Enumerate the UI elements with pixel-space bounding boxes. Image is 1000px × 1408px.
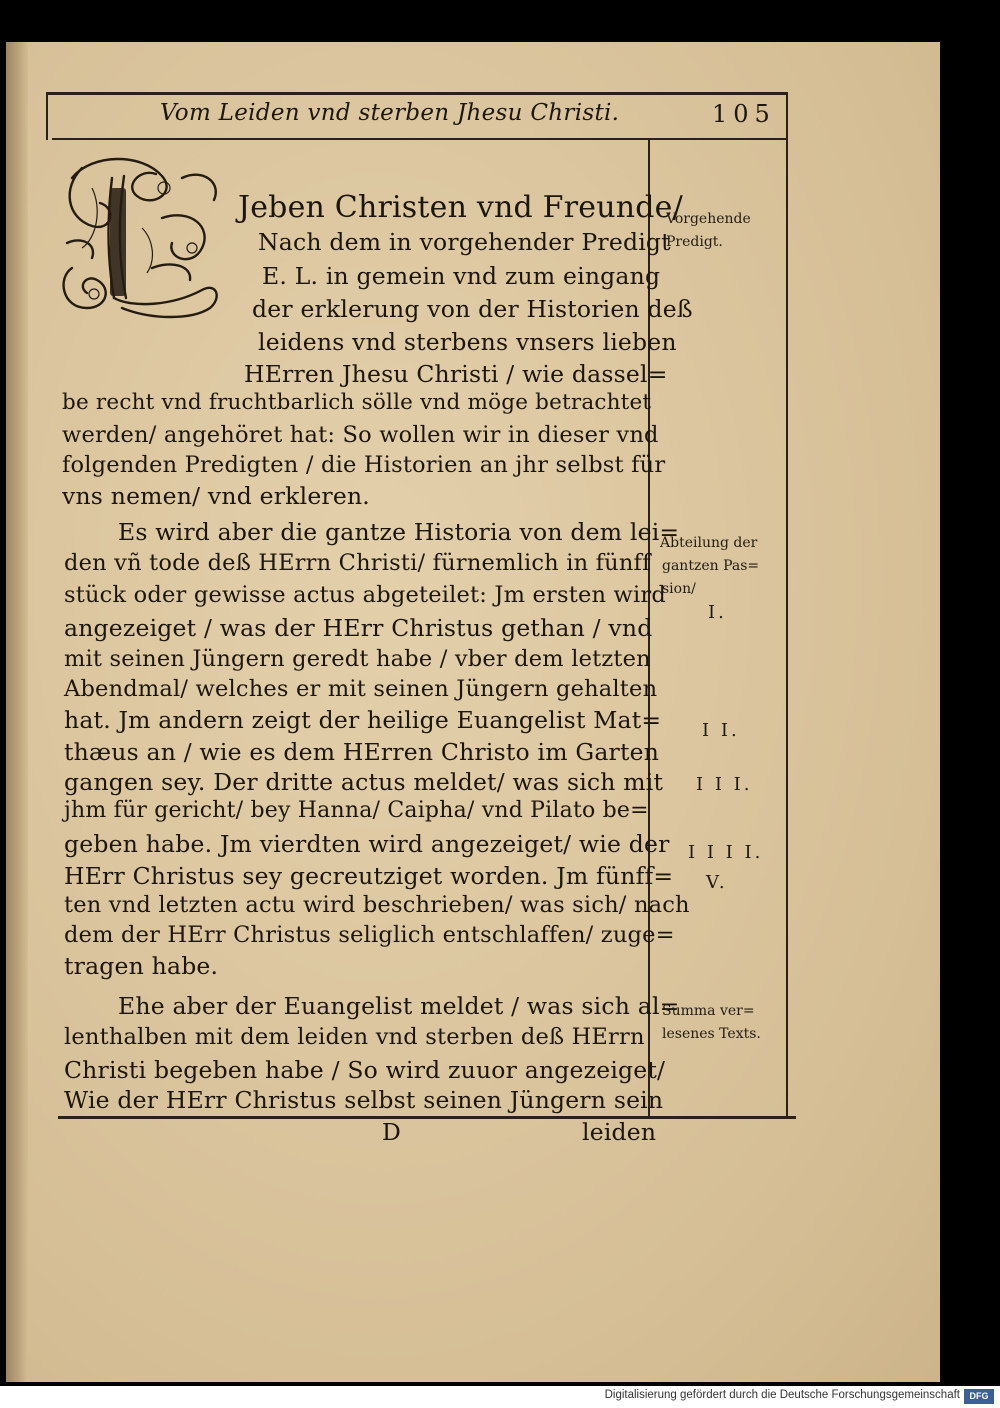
running-title: Vom Leiden vnd sterben Jhesu Christi. [160, 100, 620, 126]
text-line-18: thæus an / wie es dem HErren Christo im Garten [64, 738, 660, 766]
text-line-5: leidens vnd sterbens vnsers lieben [258, 328, 677, 356]
text-line-1: Jeben Christen vnd Freunde/ [238, 190, 683, 225]
text-line-20: jhm für gericht/ bey Hanna/ Caipha/ vnd Pilato be= [64, 798, 649, 823]
text-line-11: Es wird aber die gantze Historia von dem lei= [118, 518, 680, 546]
text-line-17: hat. Jm andern zeigt der heilige Euangelist Mat= [64, 706, 662, 734]
text-line-3: E. L. in gemein vnd zum eingang [262, 262, 661, 290]
decorated-initial-icon [52, 148, 230, 324]
text-line-25: tragen habe. [64, 952, 219, 980]
text-line-19: gangen sey. Der dritte actus meldet/ was sich mit [64, 768, 664, 796]
margin-numeral-5: V. [706, 872, 728, 893]
dfg-logo-icon: DFG [964, 1389, 994, 1404]
frame-rule-bottom [58, 1116, 796, 1119]
text-line-24: dem der HErr Christus seliglich entschlaffen/ zuge= [64, 922, 675, 948]
footer-credit: Digitalisierung gefördert durch die Deutsche Forschungsgemeinschaft [604, 1389, 960, 1401]
frame-rule-left [46, 92, 48, 140]
text-line-23: ten vnd letzten actu wird beschrieben/ was sich/ nach [64, 892, 690, 918]
text-line-27: lenthalben mit dem leiden vnd sterben deß HErrn [64, 1024, 645, 1050]
frame-rule-header [52, 138, 788, 140]
frame-rule-top [46, 92, 788, 95]
catchword: leiden [582, 1118, 657, 1146]
signature-mark: D [382, 1118, 402, 1146]
text-line-8: werden/ angehöret hat: So wollen wir in dieser vnd [62, 422, 659, 448]
text-line-29: Wie der HErr Christus selbst seinen Jüngern sein [64, 1086, 664, 1114]
page-number: 105 [712, 100, 776, 128]
text-line-16: Abendmal/ welches er mit seinen Jüngern gehalten [64, 676, 658, 702]
margin-numeral-2: I I. [702, 720, 740, 741]
text-line-28: Christi begeben habe / So wird zuuor angezeiget/ [64, 1056, 666, 1084]
margin-numeral-1: I. [708, 602, 727, 623]
text-line-7: be recht vnd fruchtbarlich sölle vnd möge betrachtet [62, 390, 652, 415]
margin-note-summa: Summa ver= lesenes Texts. [662, 1003, 761, 1042]
text-line-12: den vñ tode deß HErrn Christi/ fürnemlich in fünff [64, 550, 651, 576]
text-line-6: HErren Jhesu Christi / wie dassel= [244, 360, 668, 388]
text-line-21: geben habe. Jm vierdten wird angezeiget/ wie der [64, 830, 670, 858]
page-gutter [6, 42, 28, 1382]
text-line-9: folgenden Predigten / die Historien an jhr selbst für [62, 452, 666, 478]
text-line-26: Ehe aber der Euangelist meldet / was sich al= [118, 992, 680, 1020]
text-line-15: mit seinen Jüngern geredt habe / vber dem letzten [64, 646, 651, 672]
text-line-13: stück oder gewisse actus abgeteilet: Jm ersten wird [64, 582, 666, 608]
text-line-4: der erklerung von der Historien deß [252, 295, 693, 323]
margin-numeral-3: I I I. [696, 774, 753, 795]
text-line-22: HErr Christus sey gecreutziget worden. Jm fünff= [64, 862, 674, 890]
text-line-14: angezeiget / was der HErr Christus gethan / vnd [64, 614, 653, 642]
frame-rule-right [786, 92, 788, 1118]
margin-note-abteilung: Abteilung der gantzen Pas= sion/ [660, 535, 760, 597]
margin-numeral-4: I I I I. [688, 842, 764, 863]
margin-note-vorgehende: Vorgehende Predigt. [666, 211, 751, 250]
text-line-2: Nach dem in vorgehender Predigt [258, 228, 671, 256]
text-line-10: vns nemen/ vnd erkleren. [62, 482, 370, 510]
footer-bar [0, 1386, 1000, 1408]
